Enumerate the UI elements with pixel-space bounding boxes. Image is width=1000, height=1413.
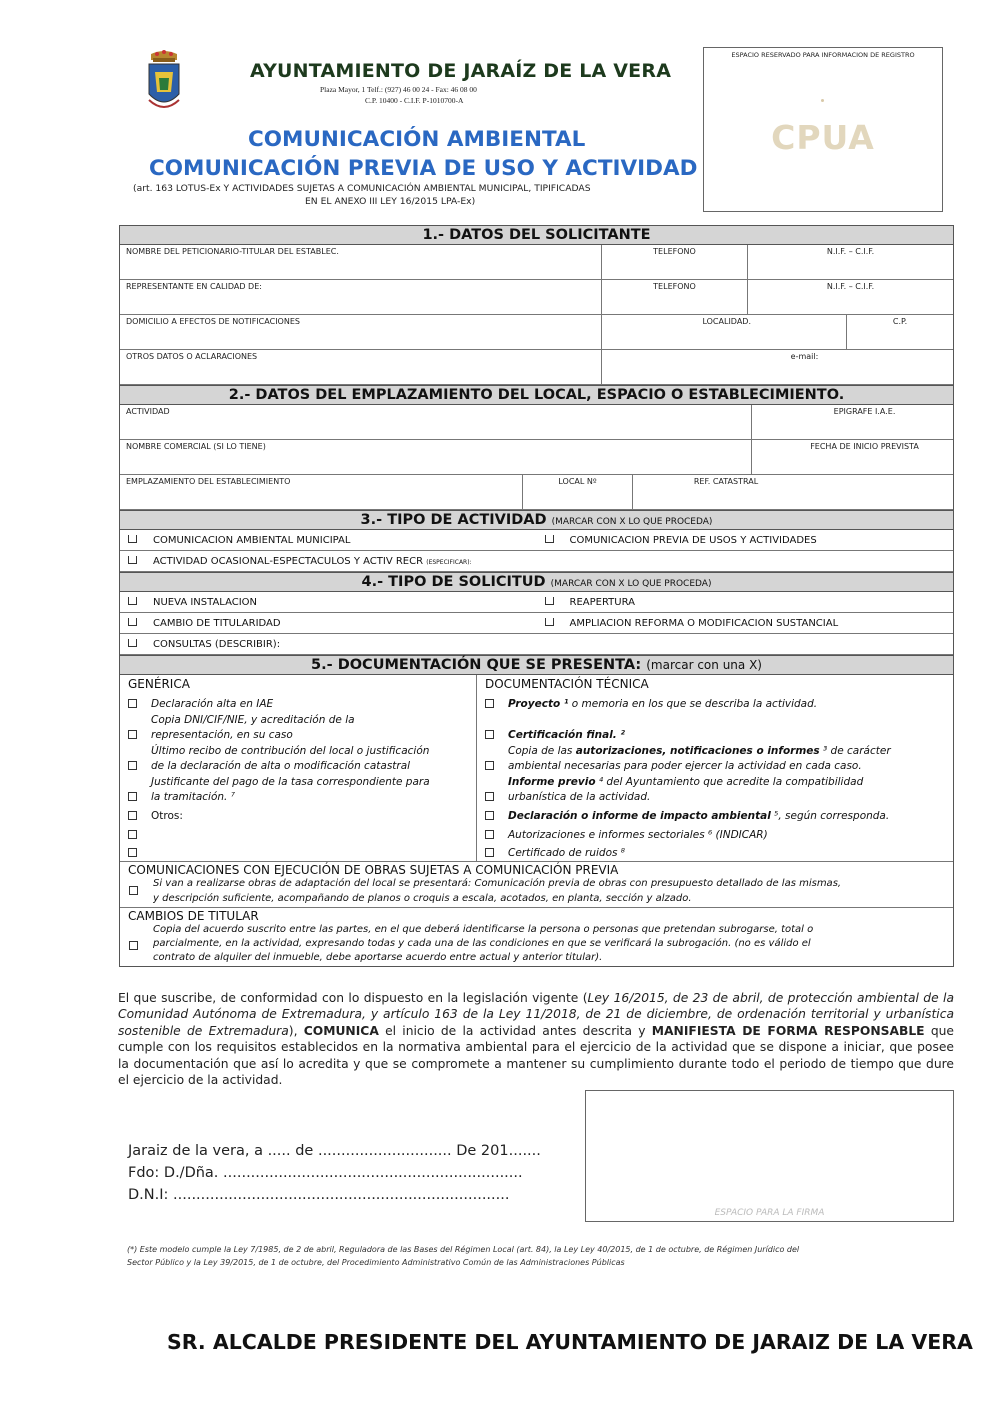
works-communication-section [120, 862, 953, 908]
section4-title-text: 4.- TIPO DE SOLICITUD [361, 574, 546, 590]
organization-address: Plaza Mayor, 1 Telf.: (927) 46 00 24 - Fax: 46 08 00 [320, 85, 477, 94]
email-field[interactable]: e-mail: [790, 352, 819, 361]
registry-box [703, 47, 943, 212]
doc-item-dni[interactable]: representación, en su caso [128, 728, 151, 743]
doc-item-prior-report[interactable]: urbanística de la actividad. [485, 790, 508, 805]
doc-item-prior-report-line1: Informe previo ⁴ del Ayuntamiento que acredite la compatibilidad [508, 776, 864, 788]
organization-postal-code: C.P. 10400 - C.I.F. P-1010700-A [365, 96, 464, 105]
section3-note: (MARCAR CON X LO QUE PROCEDA) [551, 517, 713, 527]
section5-title [120, 655, 953, 675]
doc-item-others[interactable]: Otros: [128, 809, 151, 824]
postal-code-field[interactable]: C.P. [892, 317, 908, 326]
owner-change-text-line2: parcialmente, en la actividad, expresando todas y cada una de las condiciones en que se verificará la subrogación. (no es válido el [153, 938, 811, 949]
section5-title-text: 5.- DOCUMENTACIÓN QUE SE PRESENTA: [311, 657, 642, 673]
form-row [120, 245, 953, 280]
document-title-line2: COMUNICACIÓN PREVIA DE USO Y ACTIVIDAD [149, 156, 698, 181]
checkbox-icon[interactable] [545, 618, 554, 627]
other-data-field[interactable]: OTROS DATOS O ACLARACIONES [120, 350, 602, 384]
works-heading: COMUNICACIONES CON EJECUCIÓN DE OBRAS SUJETAS A COMUNICACIÓN PREVIA [128, 863, 619, 877]
doc-item-fee[interactable]: la tramitación. ⁷ [128, 790, 151, 805]
owner-change-text-line1: Copia del acuerdo suscrito entre las partes, en el que deberá identificarse la persona o personas que pretendan subrogarse, total o [153, 924, 814, 935]
signer-name-line[interactable]: Fdo: D./Dña. ................................................................. [128, 1165, 523, 1181]
checkbox-icon[interactable] [129, 886, 138, 895]
technical-docs-column [477, 675, 953, 861]
section3-title [120, 510, 953, 530]
locality-field[interactable]: LOCALIDAD. [602, 315, 847, 349]
representative-field[interactable]: REPRESENTANTE EN CALIDAD DE: [120, 280, 602, 314]
section3-title-text: 3.- TIPO DE ACTIVIDAD [360, 512, 547, 528]
registry-dot [821, 99, 824, 102]
option-expansion[interactable]: AMPLIACION REFORMA O MODIFICACIÓN SUSTANCIAL [537, 618, 954, 629]
doc-item-final-certification[interactable]: Certificación final. ² [485, 728, 508, 743]
doc-item-project[interactable]: Proyecto ¹ o memoria en los que se describa la actividad. [485, 697, 508, 712]
applicant-name-field[interactable]: NOMBRE DEL PETICIONARIO-TITULAR DEL ESTABLEC. [120, 245, 602, 279]
checkbox-icon[interactable] [128, 730, 137, 739]
representative-phone-field[interactable]: TELEFONO [602, 280, 748, 314]
municipal-crest-icon [143, 50, 185, 118]
checkbox-icon[interactable] [485, 699, 494, 708]
checkbox-icon[interactable] [128, 761, 137, 770]
checkbox-icon[interactable] [128, 639, 137, 648]
checkbox-icon[interactable] [128, 792, 137, 801]
form-row [120, 315, 953, 350]
checkbox-icon[interactable] [485, 830, 494, 839]
option-row [120, 592, 953, 613]
cadastral-ref-field[interactable]: REF. CATASTRAL [693, 477, 759, 486]
option-env-communication[interactable]: COMUNICACIÓN AMBIENTAL MUNICIPAL [120, 535, 537, 546]
doc-item-authorizations-line1: Copia de las autorizaciones, notificaciones o informes ³ de carácter [508, 745, 891, 757]
option-occasional-activity[interactable]: ACTIVIDAD OCASIONAL-ESPECTACULOS Y ACTIV RECR (ESPECIFICAR): [120, 556, 953, 567]
works-text-line2: y descripción suficiente, acompañando de planos o croquis a escala, acotados, en planta, sección y alzado. [153, 893, 692, 904]
owner-change-section [120, 908, 953, 966]
applicant-phone-field[interactable]: TELEFONO [602, 245, 748, 279]
checkbox-icon[interactable] [485, 811, 494, 820]
local-number-field[interactable]: LOCAL Nº [523, 475, 633, 509]
legal-footnote-line2: Sector Público y la Ley 39/2015, de 1 de octubre, del Procedimiento Administrativo Común de las Administraciones Públicas [127, 1258, 625, 1267]
application-form [119, 225, 954, 967]
doc-item-receipt-line1: Último recibo de contribución del local o justificación [151, 745, 430, 757]
option-row [120, 551, 953, 572]
responsible-declaration: El que suscribe, de conformidad con lo dispuesto en la legislación vigente (Ley 16/2015, de 23 de abril, de protección ambiental de la Comunidad Autónoma de Extremadura, y artículo 163 de la Ley 11/2018, de 21 de diciembre, de ordenación territorial y urbanística sostenible de Extremadura), COMUNICA el inicio de la actividad antes descrita y MANIFIESTA DE FORMA RESPONSABLE que cumple con los requisitos establecidos en la normativa ambiental para el ejercicio de la actividad que se dispone a iniciar, que posee la documentación que así lo acredita y que se compromete a mantener su cumplimiento durante todo el periodo de tiempo que dure el ejercicio de la actividad. [118, 991, 954, 1088]
checkbox-icon[interactable] [128, 618, 137, 627]
iae-field[interactable]: EPIGRAFE I.A.E. [833, 407, 896, 416]
legal-footnote-line1: (*) Este modelo cumple la Ley 7/1985, de 2 de abril, Reguladora de las Bases del Régimen Local (art. 84), la Ley Ley 40/2015, de 1 de octubre, de Régimen Jurídico del [127, 1245, 800, 1254]
generic-docs-heading: GENÉRICA [128, 677, 190, 691]
section5-note: (marcar con una X) [646, 658, 762, 672]
doc-item-dni-line1: Copia DNI/CIF/NIE, y acreditación de la [151, 714, 355, 726]
form-row [120, 350, 953, 385]
form-row [120, 475, 953, 510]
checkbox-icon[interactable] [485, 730, 494, 739]
option-row [120, 613, 953, 634]
checkbox-icon[interactable] [545, 535, 554, 544]
form-row [120, 440, 953, 475]
owner-change-text-line3: contrato de alquiler del inmueble, debe aportarse acuerdo entre actual y anterior titular). [153, 952, 603, 963]
checkbox-icon[interactable] [485, 761, 494, 770]
checkbox-icon[interactable] [128, 556, 137, 565]
notification-address-field[interactable]: DOMICILIO A EFECTOS DE NOTIFICACIONES [120, 315, 602, 349]
doc-item-receipt[interactable]: de la declaración de alta o modificación catastral [128, 759, 151, 774]
doc-item-sector-authorizations[interactable]: Autorizaciones e informes sectoriales ⁶ (INDICAR) [485, 828, 508, 843]
checkbox-icon[interactable] [128, 811, 137, 820]
doc-item-noise-certificate[interactable]: Certificado de ruidos ⁸ [485, 846, 508, 861]
option-row [120, 530, 953, 551]
option-reopening[interactable]: REAPERTURA [537, 597, 954, 608]
doc-item-fee-line1: Justificante del pago de la tasa correspondiente para [151, 776, 430, 788]
addressee: SR. ALCALDE PRESIDENTE DEL AYUNTAMIENTO DE JARAIZ DE LA VERA [167, 1330, 973, 1354]
option-prior-communication[interactable]: COMUNICACIÓN PREVIA DE USOS Y ACTIVIDADES [537, 535, 954, 546]
trade-name-field[interactable]: NOMBRE COMERCIAL (SI LO TIENE) [120, 440, 752, 474]
doc-item-authorizations[interactable]: ambiental necesarias para poder ejercer la actividad en cada caso. [485, 759, 508, 774]
option-consultations[interactable]: CONSULTAS (DESCRIBIR): [120, 639, 953, 650]
representative-nif-field[interactable]: N.I.F. – C.I.F. [826, 282, 875, 291]
documentation-columns [120, 675, 953, 862]
organization-title: AYUNTAMIENTO DE JARAÍZ DE LA VERA [250, 60, 672, 82]
signature-box[interactable] [585, 1090, 954, 1222]
place-date-line[interactable]: Jaraiz de la vera, a ..... de ............................. De 201....... [128, 1143, 541, 1159]
signature-box-label: ESPACIO PARA LA FIRMA [714, 1208, 825, 1218]
works-text-line1: Si van a realizarse obras de adaptación del local se presentará: Comunicación previa de obras con presupuesto detallado de las mismas, [153, 878, 842, 889]
signer-dni-line[interactable]: D.N.I: ......................................................................... [128, 1187, 510, 1203]
checkbox-icon[interactable] [485, 848, 494, 857]
registry-logo: CPUA [771, 118, 875, 157]
checkbox-icon[interactable] [128, 699, 137, 708]
registry-label: ESPACIO RESERVADO PARA INFORMACION DE REGISTRO [731, 51, 915, 59]
doc-item-iae[interactable]: Declaración alta en IAE [128, 697, 151, 712]
checkbox-icon[interactable] [129, 941, 138, 950]
generic-docs-column [120, 675, 477, 861]
checkbox-icon[interactable] [128, 848, 137, 857]
checkbox-icon[interactable] [128, 535, 137, 544]
applicant-nif-field[interactable]: N.I.F. – C.I.F. [826, 247, 875, 256]
option-new-installation[interactable]: NUEVA INSTALACION [120, 597, 537, 608]
start-date-field[interactable]: FECHA DE INICIO PREVISTA [810, 442, 919, 451]
document-title-line1: COMUNICACIÓN AMBIENTAL [248, 127, 586, 152]
technical-docs-heading: DOCUMENTACIÓN TÉCNICA [485, 677, 649, 691]
checkbox-icon[interactable] [545, 597, 554, 606]
section4-title [120, 572, 953, 592]
doc-item-blank[interactable] [128, 828, 151, 843]
section4-note: (MARCAR CON X LO QUE PROCEDA) [550, 579, 712, 589]
location-field[interactable]: EMPLAZAMIENTO DEL ESTABLECIMIENTO [120, 475, 523, 509]
form-row [120, 280, 953, 315]
option-ownership-change[interactable]: CAMBIO DE TITULARIDAD [120, 618, 537, 629]
checkbox-icon[interactable] [128, 597, 137, 606]
option-row [120, 634, 953, 655]
checkbox-icon[interactable] [485, 792, 494, 801]
doc-item-impact-report[interactable]: Declaración o informe de impacto ambiental ⁵, según corresponda. [485, 809, 508, 824]
form-row [120, 405, 953, 440]
checkbox-icon[interactable] [128, 830, 137, 839]
document-subtitle-line1: (art. 163 LOTUS-Ex Y ACTIVIDADES SUJETAS A COMUNICACIÓN AMBIENTAL MUNICIPAL, TIPIFICADAS [133, 183, 591, 194]
document-subtitle-line2: EN EL ANEXO III LEY 16/2015 LPA-Ex) [305, 196, 476, 207]
section2-title: 2.- DATOS DEL EMPLAZAMIENTO DEL LOCAL, ESPACIO O ESTABLECIMIENTO. [120, 385, 953, 405]
doc-item-blank[interactable] [128, 846, 151, 861]
owner-change-heading: CAMBIOS DE TITULAR [128, 909, 259, 923]
section1-title: 1.- DATOS DEL SOLICITANTE [120, 226, 953, 245]
activity-field[interactable]: ACTIVIDAD [120, 405, 752, 439]
